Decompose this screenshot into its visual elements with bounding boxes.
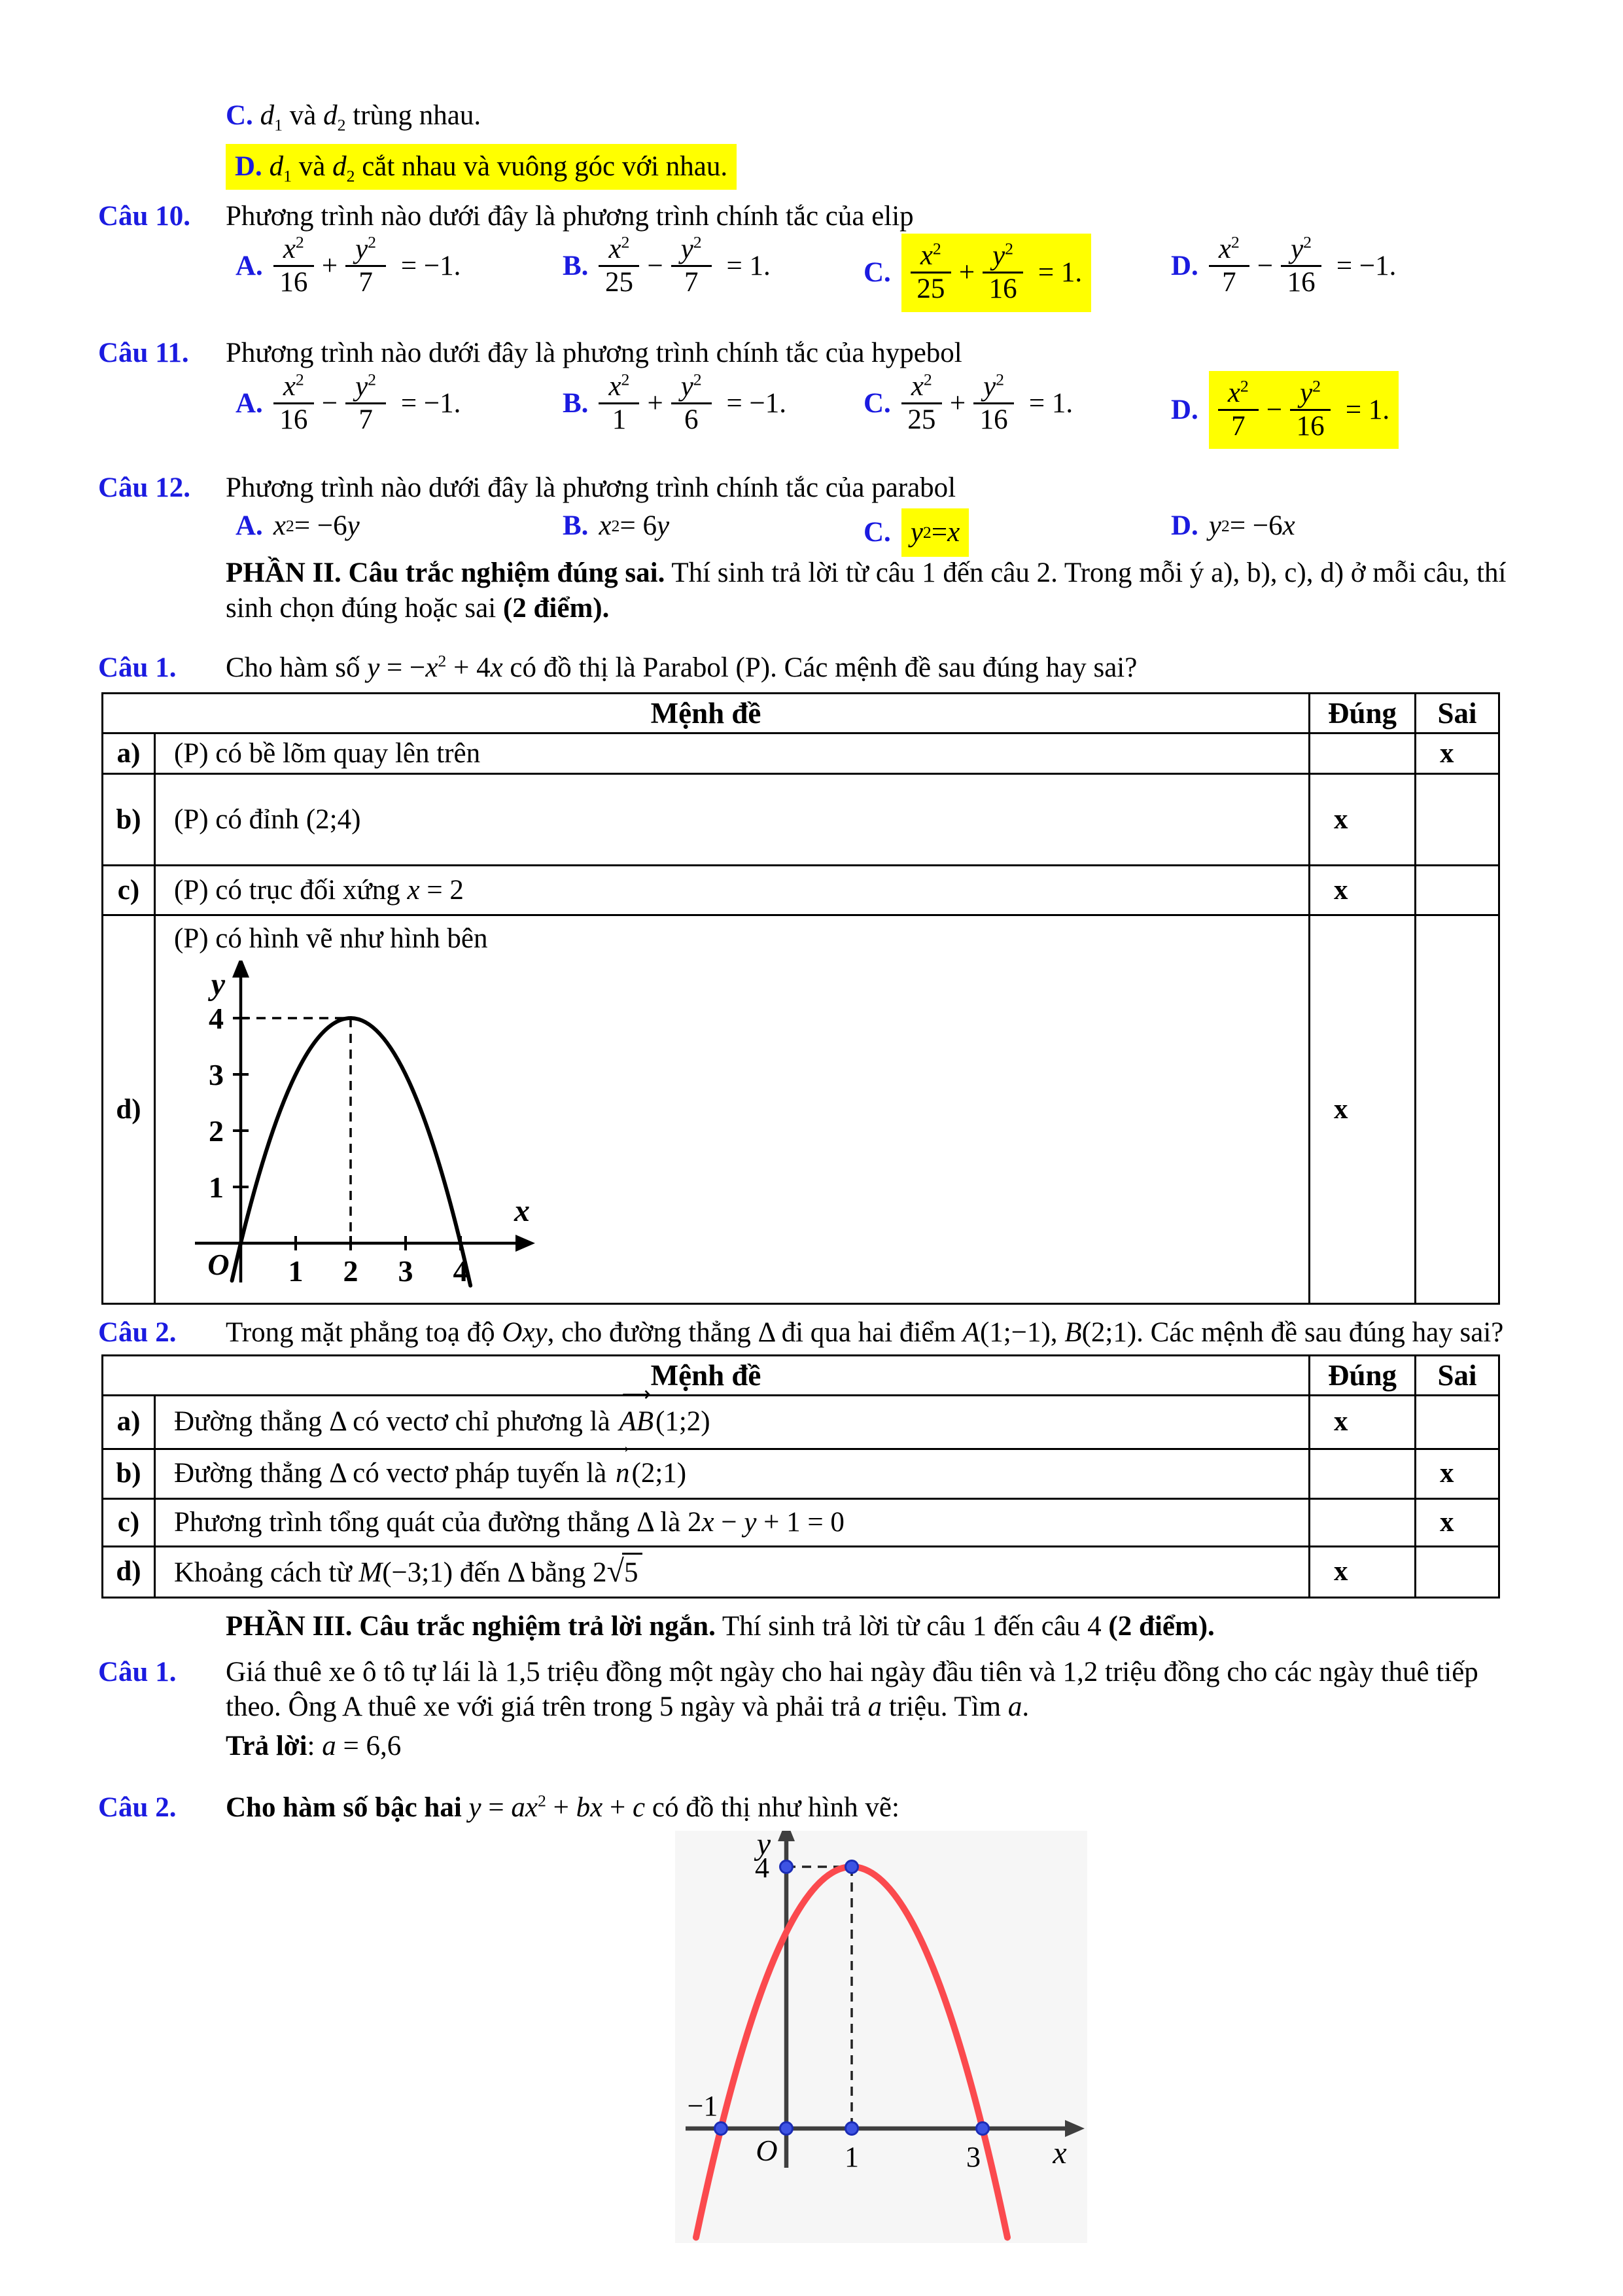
table-row-a	[103, 733, 1499, 774]
fraction	[973, 371, 1014, 436]
phan3-question-2	[98, 1790, 1531, 1826]
expression	[1209, 234, 1397, 298]
svg-text:3: 3	[209, 1058, 224, 1091]
operator: +	[321, 251, 338, 282]
statement-text: Đường thẳng Δ có vectơ chỉ phương là ⟶ AB(1;2)	[174, 1404, 1308, 1439]
true-mark: x	[1310, 915, 1416, 1304]
row-statement	[155, 1383, 1310, 1449]
denominator: 25	[911, 272, 951, 305]
option-label: D.	[1171, 510, 1198, 541]
statement-text: (P) có bề lõm quay lên trên	[174, 737, 481, 769]
option-label: A.	[236, 251, 263, 282]
table-row-b	[103, 1449, 1499, 1498]
statement-text: Phương trình tổng quát của đường thẳng Δ là 2x − y + 1 = 0	[174, 1506, 845, 1538]
operator: −	[1266, 394, 1283, 425]
option-a	[236, 234, 461, 298]
phan3-heading	[226, 1609, 1544, 1644]
denominator: 7	[345, 402, 386, 436]
svg-text:x: x	[1053, 2135, 1067, 2170]
highlighted-answer-d	[226, 144, 737, 190]
true-mark: x	[1310, 1395, 1416, 1449]
numerator: $y^2$	[680, 232, 702, 265]
option-label: D.	[1171, 394, 1198, 425]
question-10-text: Phương trình nào dưới đây là phương trình chính tắc của elip	[226, 200, 914, 232]
true-mark: x	[1310, 1546, 1416, 1597]
equals-rhs: = 1.	[1022, 387, 1073, 419]
svg-text:4: 4	[209, 1002, 224, 1035]
option-b	[563, 234, 771, 298]
true-mark	[1310, 733, 1416, 774]
question-12-options	[226, 508, 1623, 550]
option-c-label: C.	[226, 100, 253, 131]
phan2-question-1-text: Cho hàm số $y = -x^2 + 4x$ có đồ thị là Parabol (P). Các mệnh đề sau đúng hay sai?	[226, 651, 1138, 684]
phan3-question-1	[98, 1655, 1531, 1764]
denominator: 16	[273, 265, 314, 298]
svg-text:1: 1	[209, 1171, 224, 1204]
option-d-text: $d_1$ và $d_2$ cắt nhau và vuông góc với nhau.	[269, 150, 728, 186]
numerator: $x^2$	[283, 370, 304, 402]
option-d	[1171, 508, 1295, 544]
highlighted-expression	[1209, 371, 1399, 449]
numerator: $x^2$	[1218, 232, 1240, 265]
true-mark: x	[1310, 774, 1416, 866]
phan2-heading	[226, 556, 1544, 626]
fraction	[345, 234, 386, 298]
table-header-row	[103, 694, 1499, 733]
operator: −	[1257, 251, 1274, 282]
svg-text:4: 4	[453, 1254, 468, 1288]
phan2-question-1	[98, 650, 1531, 686]
fraction	[1218, 378, 1259, 442]
table-row-b	[103, 774, 1499, 866]
numerator: $y^2$	[1291, 232, 1312, 265]
denominator: 7	[1209, 265, 1249, 298]
option-c	[864, 508, 969, 557]
phan3-question-1-label: Câu 1.	[98, 1656, 177, 1687]
false-mark	[1416, 915, 1499, 1304]
fraction	[345, 371, 386, 436]
expression: x 2 = −6 y	[273, 510, 360, 541]
statement-table	[101, 692, 1500, 1305]
square-root: √5	[607, 1552, 643, 1591]
numerator: $x^2$	[608, 232, 630, 265]
option-label: C.	[864, 516, 891, 548]
question-12	[98, 470, 1531, 506]
header-statement: Mệnh đề	[103, 1355, 1310, 1395]
table-row-d	[103, 1546, 1499, 1597]
denominator: 7	[345, 265, 386, 298]
numerator: $y^2$	[983, 370, 1005, 402]
expression	[599, 371, 786, 436]
answer-option-c-line	[226, 0, 1623, 133]
operator: −	[321, 387, 338, 419]
phan2-question-2-label: Câu 2.	[98, 1316, 177, 1348]
numerator: $x^2$	[1227, 376, 1249, 408]
fraction	[273, 371, 314, 436]
row-key: a)	[103, 733, 155, 774]
vector-arrow-icon: →	[612, 1434, 633, 1458]
svg-text:O: O	[756, 2133, 778, 2167]
false-mark	[1416, 866, 1499, 915]
option-label: B.	[563, 387, 589, 419]
option-b	[563, 371, 786, 436]
statement-text: (P) có đỉnh (2;4)	[174, 804, 361, 835]
false-mark: x	[1416, 733, 1499, 774]
fraction	[1290, 378, 1331, 442]
svg-text:y: y	[211, 967, 225, 1002]
row-key: d)	[103, 915, 155, 1304]
chart-svg	[182, 961, 614, 1288]
denominator: 6	[671, 402, 712, 436]
phan3-points: (2 điểm).	[1108, 1610, 1215, 1642]
row-statement	[155, 733, 1310, 774]
row-statement	[155, 915, 1310, 1304]
fraction	[671, 371, 712, 436]
denominator: 16	[973, 402, 1014, 436]
option-b	[563, 508, 669, 544]
option-label: C.	[864, 387, 891, 419]
statement-text: (P) có hình vẽ như hình bên	[174, 923, 488, 955]
phan3-question-1-body: Giá thuê xe ô tô tự lái là 1,5 triệu đồng một ngày cho hai ngày đầu tiên và 1,2 triệu đồng cho các ngày thuê tiếp theo. Ông A thuê xe với giá trên trong 5 ngày và phải trả a triệu. Tìm a.	[226, 1656, 1478, 1723]
header-statement: Mệnh đề	[103, 694, 1310, 733]
row-statement	[155, 1434, 1310, 1498]
statement-text: (P) có trục đối xứng x = 2	[174, 874, 464, 906]
option-label: B.	[563, 510, 589, 541]
question-10-options	[226, 234, 1623, 333]
numerator: $y^2$	[992, 239, 1014, 272]
operator: −	[647, 251, 663, 282]
expression: y 2 = −6 x	[1208, 510, 1295, 541]
denominator: 16	[273, 402, 314, 436]
false-mark	[1416, 1395, 1499, 1449]
denominator: 16	[1290, 409, 1331, 442]
row-statement	[155, 1546, 1310, 1597]
fraction	[901, 371, 942, 436]
vector-notation: → n	[612, 1434, 633, 1489]
phan3-title: PHẦN III. Câu trắc nghiệm trả lời ngắn.	[226, 1610, 716, 1642]
denominator: 7	[1218, 409, 1259, 442]
option-c	[864, 234, 1091, 311]
expression	[273, 234, 461, 298]
fraction	[1209, 234, 1249, 298]
phan2-question-1-label: Câu 1.	[98, 652, 177, 684]
denominator: 25	[599, 265, 639, 298]
phan3-instructions: Thí sinh trả lời từ câu 1 đến câu 4	[715, 1610, 1109, 1642]
equals-rhs: = −1.	[394, 387, 461, 419]
option-label: D.	[1171, 251, 1198, 282]
table-header-row	[103, 1355, 1499, 1395]
svg-text:x: x	[514, 1193, 530, 1228]
denominator: 16	[1281, 265, 1321, 298]
svg-text:3: 3	[398, 1254, 413, 1288]
row-key: b)	[103, 774, 155, 866]
header-true: Đúng	[1310, 1355, 1416, 1395]
fraction	[983, 240, 1023, 305]
numerator: $y^2$	[355, 232, 377, 265]
phan3-question-2-label: Câu 2.	[98, 1792, 177, 1823]
question-11-options	[226, 371, 1623, 470]
option-label: C.	[864, 257, 891, 289]
numerator: $x^2$	[911, 370, 932, 402]
equals-rhs: = 1.	[1031, 257, 1083, 289]
statement-table	[101, 1354, 1500, 1598]
option-d	[1171, 371, 1399, 449]
header-false: Sai	[1416, 694, 1499, 733]
question-11	[98, 336, 1531, 371]
option-c-text: $d_1$ và $d_2$ trùng nhau.	[260, 100, 481, 135]
option-label: B.	[563, 251, 589, 282]
chart-svg	[675, 1831, 1087, 2243]
fraction	[599, 234, 639, 298]
true-mark: x	[1310, 866, 1416, 915]
denominator: 1	[599, 402, 639, 436]
false-mark	[1416, 774, 1499, 866]
phan2-title: PHẦN II. Câu trắc nghiệm đúng sai.	[226, 557, 665, 588]
numerator: $y^2$	[355, 370, 377, 402]
table-row-c	[103, 1498, 1499, 1546]
equals-rhs: = −1.	[1329, 251, 1397, 282]
table-row-d	[103, 915, 1499, 1304]
expression	[273, 371, 461, 436]
svg-text:y: y	[756, 1830, 771, 1862]
question-10	[98, 199, 1531, 234]
numerator: $y^2$	[1300, 376, 1321, 408]
equals-rhs: = −1.	[394, 251, 461, 282]
option-d-label: D.	[235, 150, 262, 182]
svg-text:O: O	[207, 1248, 230, 1281]
quadratic-function-graph	[675, 1831, 1623, 2252]
statement-table-1	[0, 692, 1623, 1305]
false-mark	[1416, 1546, 1499, 1597]
highlighted-expression	[901, 234, 1091, 311]
phan2-question-2-text: Trong mặt phẳng toạ độ Oxy, cho đường thẳng Δ đi qua hai điểm A(1;−1), B(2;1). Các mệnh đề sau đúng hay sai?	[226, 1316, 1504, 1348]
question-12-label: Câu 12.	[98, 472, 190, 503]
row-key: b)	[103, 1449, 155, 1498]
phan3-question-1-answer: Trả lời: a = 6,6	[226, 1731, 402, 1761]
header-true: Đúng	[1310, 694, 1416, 733]
svg-text:−1: −1	[687, 2089, 718, 2122]
phan2-question-2	[98, 1315, 1531, 1351]
row-key: d)	[103, 1546, 155, 1597]
numerator: $x^2$	[920, 239, 941, 272]
question-11-label: Câu 11.	[98, 338, 189, 369]
phan2-points: (2 điểm).	[502, 592, 610, 624]
question-12-text: Phương trình nào dưới đây là phương trình chính tắc của parabol	[226, 472, 956, 503]
expression: x 2 = 6 y	[599, 510, 670, 541]
operator: +	[647, 387, 663, 419]
table-row-c	[103, 866, 1499, 915]
true-mark	[1310, 1498, 1416, 1546]
phan2-instructions: Thí sinh trả lời từ câu 1 đến câu 2. Trong mỗi ý a), b), c), d) ở mỗi câu, thí sinh chọn đúng hoặc sai	[226, 557, 1507, 624]
phan3-question-2-text: Cho hàm số bậc hai $y = ax^2$ + bx + c có đồ thị như hình vẽ:	[226, 1791, 899, 1823]
option-label: A.	[236, 510, 263, 541]
operator: +	[949, 387, 966, 419]
svg-text:4: 4	[755, 1851, 769, 1884]
vector-arrow-icon: ⟶	[621, 1383, 651, 1406]
row-statement	[155, 1498, 1310, 1546]
option-a	[236, 371, 461, 436]
option-c	[864, 371, 1073, 436]
header-false: Sai	[1416, 1355, 1499, 1395]
svg-text:1: 1	[288, 1254, 304, 1288]
statement-table-2	[0, 1354, 1623, 1598]
fraction	[1281, 234, 1321, 298]
fraction	[671, 234, 712, 298]
row-statement	[155, 774, 1310, 866]
parabola-graph	[182, 961, 1308, 1297]
question-11-text: Phương trình nào dưới đây là phương trình chính tắc của hypebol	[226, 338, 962, 369]
false-mark: x	[1416, 1449, 1499, 1498]
equals-rhs: = 1.	[719, 251, 771, 282]
row-key: c)	[103, 866, 155, 915]
table-row-a	[103, 1395, 1499, 1449]
highlighted-expression: y 2 = x	[901, 508, 969, 557]
vector-notation: ⟶ AB	[619, 1383, 654, 1438]
row-statement	[155, 866, 1310, 915]
statement-text: Khoảng cách từ M(−3;1) đến Δ bằng 2√5	[174, 1552, 1308, 1591]
svg-text:3: 3	[966, 2140, 981, 2173]
fraction	[911, 240, 951, 305]
option-d	[1171, 234, 1396, 298]
option-a	[236, 508, 360, 544]
denominator: 16	[983, 272, 1023, 305]
svg-text:1: 1	[845, 2140, 859, 2173]
svg-text:2: 2	[209, 1114, 224, 1148]
operator: +	[958, 257, 975, 289]
option-label: A.	[236, 387, 263, 419]
answer-option-d-line	[226, 144, 1623, 190]
svg-text:2: 2	[343, 1254, 358, 1288]
row-key: a)	[103, 1395, 155, 1449]
equals-rhs: = −1.	[719, 387, 786, 419]
question-10-label: Câu 10.	[98, 200, 190, 232]
row-key: c)	[103, 1498, 155, 1546]
false-mark: x	[1416, 1498, 1499, 1546]
denominator: 7	[671, 265, 712, 298]
phan3-question-1-text	[226, 1655, 1531, 1764]
denominator: 25	[901, 402, 942, 436]
expression	[599, 234, 770, 298]
equals-rhs: = 1.	[1338, 394, 1390, 425]
numerator: $x^2$	[283, 232, 304, 265]
expression	[901, 371, 1073, 436]
numerator: $y^2$	[680, 370, 702, 402]
statement-text: Đường thẳng Δ có vectơ pháp tuyến là → n(2;1)	[174, 1456, 1308, 1491]
numerator: $x^2$	[608, 370, 630, 402]
fraction	[273, 234, 314, 298]
true-mark	[1310, 1449, 1416, 1498]
fraction	[599, 371, 639, 436]
